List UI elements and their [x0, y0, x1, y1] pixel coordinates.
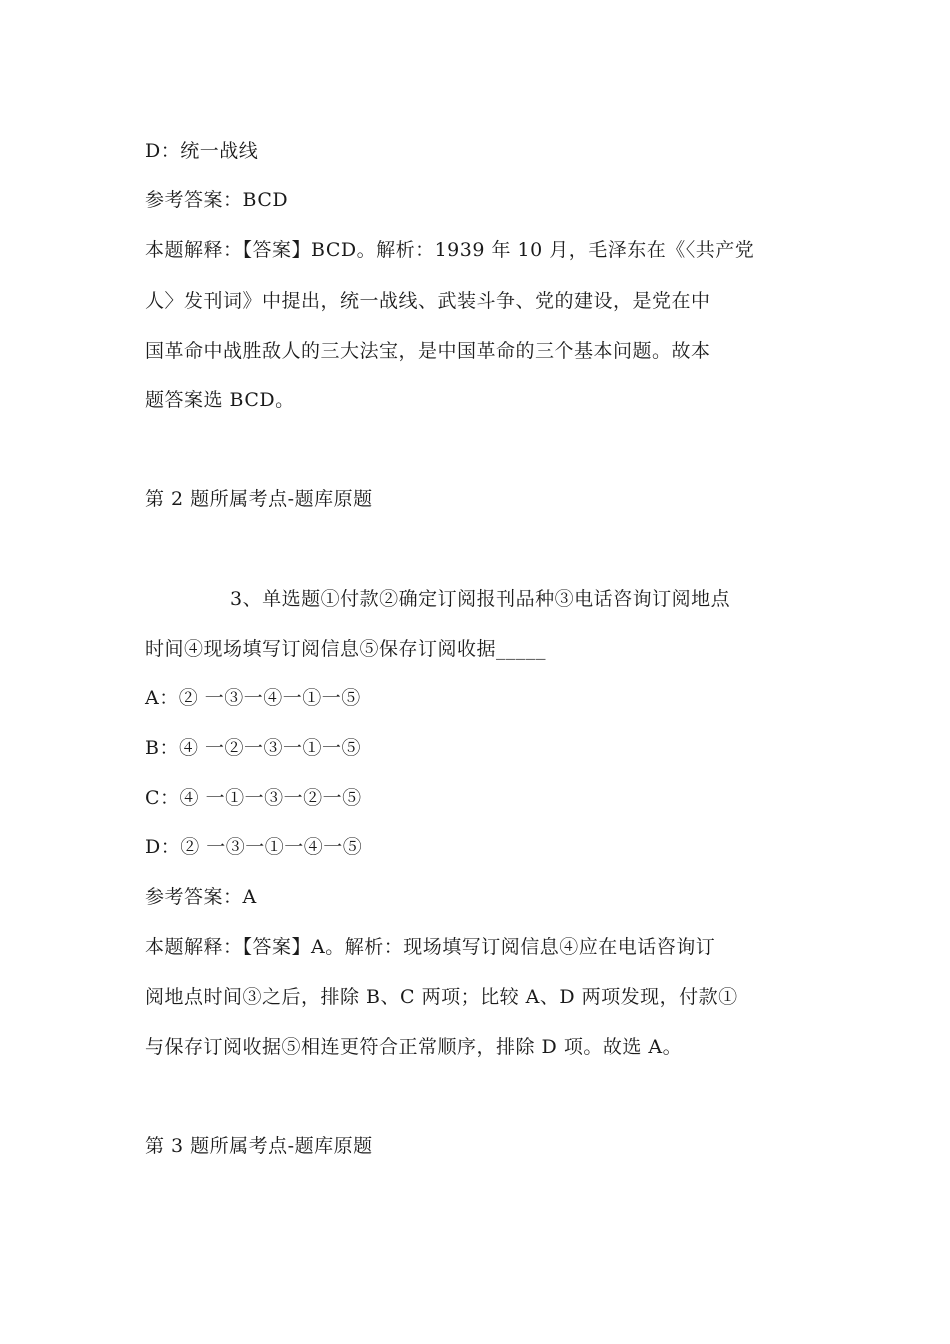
q3-option-a: A：② 一③一④一①一⑤	[145, 687, 361, 709]
q3-explanation-line: 阅地点时间③之后，排除 B、C 两项；比较 A、D 两项发现，付款①	[145, 986, 738, 1008]
q3-option-b: B：④ 一②一③一①一⑤	[145, 737, 362, 759]
q3-stem-line: 3、单选题①付款②确定订阅报刊品种③电话咨询订阅地点	[230, 588, 731, 610]
q2-topic: 第 2 题所属考点-题库原题	[145, 488, 373, 510]
q1-explanation-line: 本题解释：【答案】BCD。解析：1939 年 10 月，毛泽东在《〈共产党	[145, 239, 755, 261]
q3-explanation-line: 本题解释：【答案】A。解析：现场填写订阅信息④应在电话咨询订	[145, 936, 716, 958]
q1-explanation-line: 国革命中战胜敌人的三大法宝，是中国革命的三个基本问题。故本	[145, 340, 711, 362]
q3-topic: 第 3 题所属考点-题库原题	[145, 1135, 373, 1157]
q3-option-c: C：④ 一①一③一②一⑤	[145, 787, 362, 809]
q1-answer: 参考答案：BCD	[145, 189, 289, 211]
q3-option-d: D：② 一③一①一④一⑤	[145, 836, 363, 858]
q1-explanation-line: 题答案选 BCD。	[145, 389, 295, 411]
q3-stem-line: 时间④现场填写订阅信息⑤保存订阅收据_____	[145, 638, 547, 660]
q3-answer: 参考答案：A	[145, 886, 257, 908]
q1-explanation-line: 人〉发刊词》中提出，统一战线、武装斗争、党的建设，是党在中	[145, 290, 711, 312]
q1-option-d: D：统一战线	[145, 140, 259, 162]
q3-explanation-line: 与保存订阅收据⑤相连更符合正常顺序，排除 D 项。故选 A。	[145, 1036, 683, 1058]
